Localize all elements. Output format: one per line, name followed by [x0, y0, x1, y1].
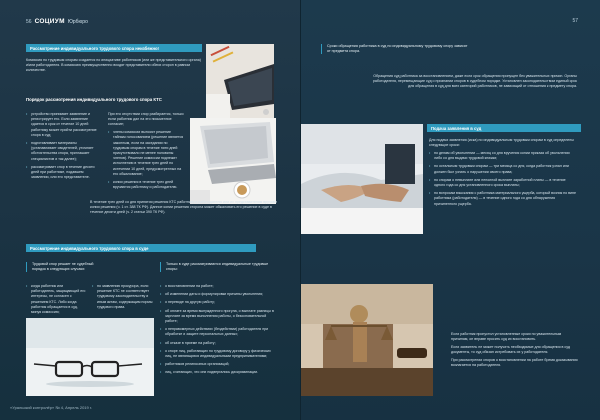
list-item: • когда работник или работодатель, защищающий его интересы, не согласен с решением КТС. Либо когда работник обращается в суд, минуя комиссию; — [26, 284, 88, 315]
eyeglasses-photo — [26, 318, 154, 396]
list-item: • о неправомерных действиях (бездействии) работодателя при обработке и защите персональных данных; — [160, 327, 278, 337]
list-item: • об изменении даты и формулировки причины увольнения; — [160, 292, 278, 297]
left-page-number: 56 — [26, 18, 32, 25]
section1-paragraph: Комиссия по трудовым спорам создается по инициативе работников (или же представительного органа) и/или работодателя. В комиссию преимущественно входят представители обеих сторон в равном количестве. — [26, 58, 201, 73]
list-item: • члены комиссии выносят решение тайным голосованием (решение является законным, если на заседании по трудовым спорам в течение пяти дней присутствовало не менее половины членов). Решение комиссии подлежит исполнению в течение трех дней по истечении 10 дней, предусмотренных на его обжалование; — [108, 130, 184, 177]
list-item: • об отказе в приеме на работу; — [160, 341, 278, 346]
bottom-note: При рассмотрении споров о восстановлении на работе бремя доказывания возлагается на работодателя. — [451, 357, 578, 368]
section2-note — [90, 200, 280, 218]
list-item: • по заявлению прокурора, если решение КТС не соответствует трудовому законодательству и иным актам, содержащим нормы трудового права. — [92, 284, 154, 310]
magazine-name: СОЦИУМ — [34, 18, 65, 25]
section3-list2 — [92, 284, 154, 313]
justice-statue-photo — [301, 284, 433, 396]
list-item: • о споре лиц, работающих по трудовому договору у физических лиц, не являющихся индивидуальными предпринимателями; — [160, 349, 278, 359]
section3-list3 — [160, 284, 278, 379]
section-name: Юрбюро — [67, 18, 88, 25]
court-filing-body — [429, 138, 577, 210]
court-only-quote: Только в суде рассматриваются индивидуальные трудовые споры: — [160, 262, 276, 272]
court-filing-intro: Для подачи заявления (иска) по индивидуальным трудовым спорам в суд определены следующие сроки: — [429, 138, 574, 148]
list-item: • лиц, считающих, что они подвергались дискриминации. — [160, 370, 278, 375]
deadline-quote: Сроки обращения работника в суд по индивидуальному трудовому спору зависят от предмета спора. — [321, 44, 471, 54]
deadline-paragraph: Обращения суд работника за восстановлением, даже если срок обращения пропущен без уважительных причин. Органы работодателя, перемещающие суд о признании споров в судебном порядке. Установлен законодательством единый срок для обращения в суд для всех категорий работников, не зависящий от отношения к предмету спора. — [372, 74, 577, 89]
bottom-note: Если работник пропустил установленные сроки по уважительным причинам, он вправе просить суд их восстановить. — [451, 332, 562, 342]
list-item: • о переводе на другую работу; — [160, 300, 278, 305]
list-item: • по делам об увольнении — месяц со дня вручения копии приказа об увольнении либо со дня выдачи трудовой книжки; — [429, 151, 577, 161]
list-item: • подготавливает материалы (устанавливает свидетелей, уточняет обстоятельства спора, приглашает специалистов и так далее); — [26, 141, 102, 162]
section2-note-text: В течение трех дней со дня принятия решения КТС работнику и работодателю или их представителям вручают копии решения (ч. 1 ст. 388 ТК РФ). Данное копии решения сторона может обжаловать его решение в суде в течение десяти дней (ч. 2 статьи 390 ТК РФ). — [90, 200, 278, 215]
court-filing-title-bar: Подача заявления в суд — [427, 124, 581, 132]
list-item: • по вопросам взыскания с работника материального ущерба, который возник по вине работника (работодателя) — в течение одного года со дня обнаружения причиненного ущерба. — [429, 191, 577, 207]
list-item: • по остальным трудовым спорам — три месяца со дня, когда работник узнал или должен был узнать о нарушении своего права; — [429, 164, 577, 174]
list-item: • работников религиозных организаций; — [160, 362, 278, 367]
right-page-number: 57 — [572, 18, 578, 24]
section2-col1 — [26, 112, 102, 183]
section3-list1 — [26, 284, 88, 318]
list-item: • рассматривает спор в течение десяти дней при работнике, подавшем заявлении, или его представителе. — [26, 165, 102, 181]
section3-title-bar: Рассмотрение индивидуального трудового спора в суде — [26, 244, 256, 252]
right-page — [300, 0, 600, 420]
section1-title-bar: Рассмотрение индивидуального трудового спора неизбежно! — [26, 44, 202, 52]
list-item: • об оплате за время вынужденного прогула, о выплате разницы в зарплате за время выполнения работы, о безосновательной работе; — [160, 309, 278, 325]
section2-title: Порядок рассмотрения индивидуального трудового спора КТС — [26, 97, 162, 102]
list-item: • устройство принимает заявление и регистрирует его. Если заявление сдается в срок от течение 10 дней работнику может прийти рассмотрение спора в суд; — [26, 112, 102, 138]
laptop-coffee-photo — [190, 118, 276, 204]
handshake-photo — [301, 124, 423, 234]
deadline-text — [371, 74, 577, 92]
section2-col2 — [108, 112, 184, 193]
running-header-left — [26, 18, 88, 25]
bottom-note: Если заявитель не может получить необходимые для обращения в суд документы, то суд обязан истребовать их у работодателя. — [451, 344, 570, 355]
list-item: • о восстановлении на работе; — [160, 284, 278, 289]
list-item: • копии решения в течение трех дней вручаются работнику и работодателю. — [108, 180, 184, 190]
bottom-notes — [451, 332, 579, 371]
section1-text — [26, 58, 202, 76]
section2-col2-intro: При его отсутствии спор разбирается, только если работник дал на это письменное согласие; — [108, 112, 184, 127]
court-cases-quote: Трудовой спор решает не судебный порядок в следующих случаях: — [26, 262, 106, 272]
list-item: • по спорам о невыплате или неполной выплате заработной платы — в течение одного года со дня установленного срока выплаты; — [429, 178, 577, 188]
desk-laptop-photo — [206, 44, 274, 118]
footer-issue: «Уральский контролёр» № 4, Апрель 2019 г. — [10, 405, 92, 410]
